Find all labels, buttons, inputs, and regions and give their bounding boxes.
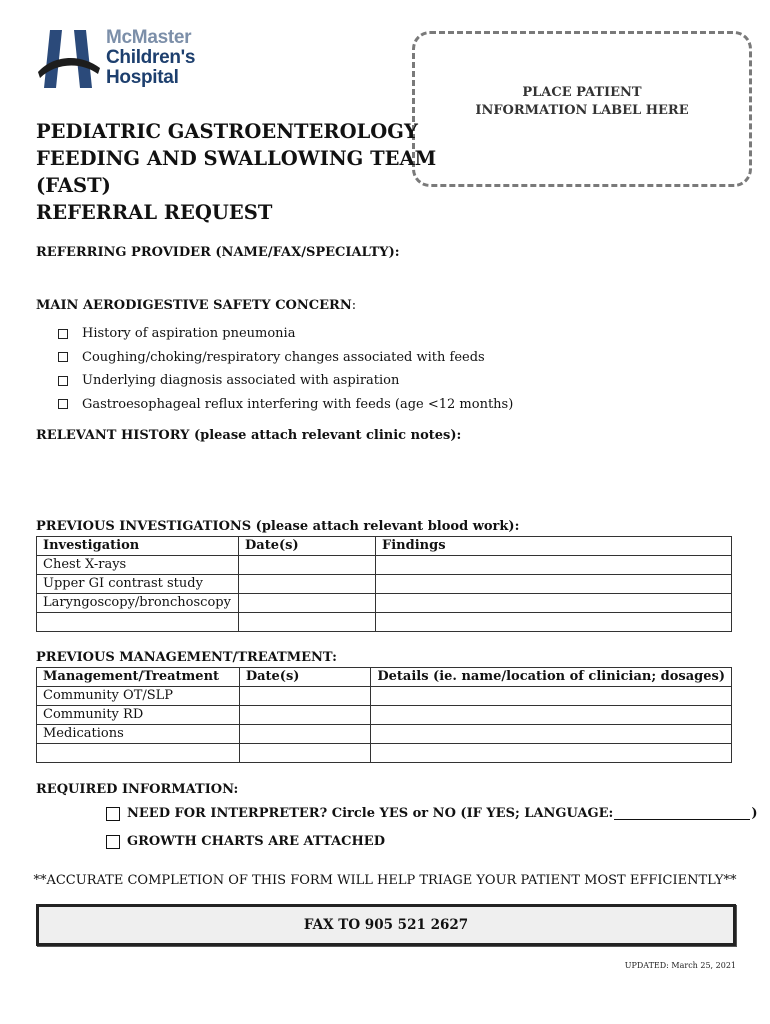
hospital-logo-icon: [36, 28, 102, 90]
title-line-4: REFERRAL REQUEST: [36, 201, 273, 224]
investigations-heading: PREVIOUS INVESTIGATIONS (please attach relevant blood work):: [36, 519, 520, 534]
interpreter-label: NEED FOR INTERPRETER? Circle YES or NO (IF YES; LANGUAGE:: [127, 806, 614, 821]
concern-heading-colon: :: [351, 298, 357, 313]
column-header: Findings: [376, 537, 732, 556]
concern-list: [58, 322, 513, 416]
table-cell-input[interactable]: [239, 744, 371, 763]
updated-date: UPDATED: March 25, 2021: [624, 961, 736, 970]
concern-item-label: History of aspiration pneumonia: [82, 326, 296, 342]
concern-item-label: Gastroesophageal reflux interfering with feeds (age <12 months): [82, 396, 514, 412]
table-cell-input[interactable]: [239, 706, 371, 725]
table-row: [37, 613, 732, 632]
title-line-2: FEEDING AND SWALLOWING TEAM: [36, 147, 437, 170]
checkbox-icon[interactable]: [58, 376, 68, 386]
interpreter-item[interactable]: [106, 806, 758, 821]
table-row: [37, 687, 732, 706]
patient-label-line-1: PLACE PATIENT: [522, 85, 642, 100]
concern-heading: [36, 298, 356, 313]
concern-item-label: Coughing/choking/respiratory changes associated with feeds: [82, 349, 485, 365]
table-row: [37, 556, 732, 575]
table-cell: Medications: [37, 725, 240, 744]
required-heading: REQUIRED INFORMATION:: [36, 782, 239, 797]
fax-banner: [36, 904, 736, 946]
growth-charts-label: GROWTH CHARTS ARE ATTACHED: [127, 834, 385, 849]
table-row: [37, 725, 732, 744]
checkbox-icon[interactable]: [58, 329, 68, 339]
concern-item[interactable]: [58, 346, 513, 370]
table-cell: Upper GI contrast study: [37, 575, 239, 594]
table-cell-input[interactable]: [239, 556, 376, 575]
relevant-history-label: RELEVANT HISTORY (please attach relevant clinic notes):: [36, 428, 462, 443]
table-row: [37, 594, 732, 613]
table-cell-input[interactable]: [239, 575, 376, 594]
concern-item[interactable]: [58, 393, 513, 417]
referring-provider-label: REFERRING PROVIDER (NAME/FAX/SPECIALTY):: [36, 245, 400, 260]
table-cell: Laryngoscopy/bronchoscopy: [37, 594, 239, 613]
logo-line-1: McMaster: [106, 27, 192, 48]
table-cell-input[interactable]: [37, 744, 240, 763]
accuracy-note: **ACCURATE COMPLETION OF THIS FORM WILL HELP TRIAGE YOUR PATIENT MOST EFFICIENTLY**: [33, 873, 737, 888]
concern-item[interactable]: [58, 369, 513, 393]
column-header: Details (ie. name/location of clinician; dosages): [371, 668, 732, 687]
table-cell-input[interactable]: [239, 687, 371, 706]
table-header-row: [37, 537, 732, 556]
logo-line-2: Children's: [106, 47, 196, 68]
checkbox-icon[interactable]: [58, 352, 68, 362]
table-header-row: [37, 668, 732, 687]
form-title: [36, 118, 436, 226]
language-field[interactable]: [614, 807, 750, 820]
checkbox-icon[interactable]: [58, 399, 68, 409]
table-cell-input[interactable]: [376, 613, 732, 632]
management-table: [36, 667, 732, 763]
table-cell-input[interactable]: [239, 613, 376, 632]
fax-number: FAX TO 905 521 2627: [303, 917, 469, 933]
table-cell-input[interactable]: [239, 725, 371, 744]
table-cell: Community OT/SLP: [37, 687, 240, 706]
table-cell-input[interactable]: [37, 613, 239, 632]
logo-line-3: Hospital: [106, 67, 179, 88]
column-header: Date(s): [239, 668, 371, 687]
table-cell-input[interactable]: [239, 594, 376, 613]
table-cell-input[interactable]: [376, 594, 732, 613]
table-cell-input[interactable]: [376, 556, 732, 575]
table-cell-input[interactable]: [371, 725, 732, 744]
table-cell: Chest X-rays: [37, 556, 239, 575]
hospital-logo: [36, 28, 216, 92]
title-line-3: (FAST): [36, 174, 111, 197]
table-row: [37, 575, 732, 594]
concern-heading-text: MAIN AERODIGESTIVE SAFETY CONCERN: [36, 298, 352, 313]
table-cell: Community RD: [37, 706, 240, 725]
title-line-1: PEDIATRIC GASTROENTEROLOGY: [36, 120, 418, 143]
growth-charts-item[interactable]: [106, 834, 385, 849]
concern-item[interactable]: [58, 322, 513, 346]
column-header: Investigation: [37, 537, 239, 556]
management-heading: PREVIOUS MANAGEMENT/TREATMENT:: [36, 650, 337, 665]
table-row: [37, 706, 732, 725]
investigations-table: [36, 536, 732, 632]
patient-label-box: [412, 31, 752, 187]
concern-item-label: Underlying diagnosis associated with aspiration: [82, 373, 400, 389]
table-cell-input[interactable]: [371, 744, 732, 763]
table-cell-input[interactable]: [371, 706, 732, 725]
checkbox-icon[interactable]: [106, 807, 120, 821]
column-header: Date(s): [239, 537, 376, 556]
table-cell-input[interactable]: [376, 575, 732, 594]
table-cell-input[interactable]: [371, 687, 732, 706]
interpreter-suffix: ): [751, 806, 758, 821]
table-row: [37, 744, 732, 763]
patient-label-line-2: INFORMATION LABEL HERE: [475, 103, 689, 118]
checkbox-icon[interactable]: [106, 835, 120, 849]
column-header: Management/Treatment: [37, 668, 240, 687]
